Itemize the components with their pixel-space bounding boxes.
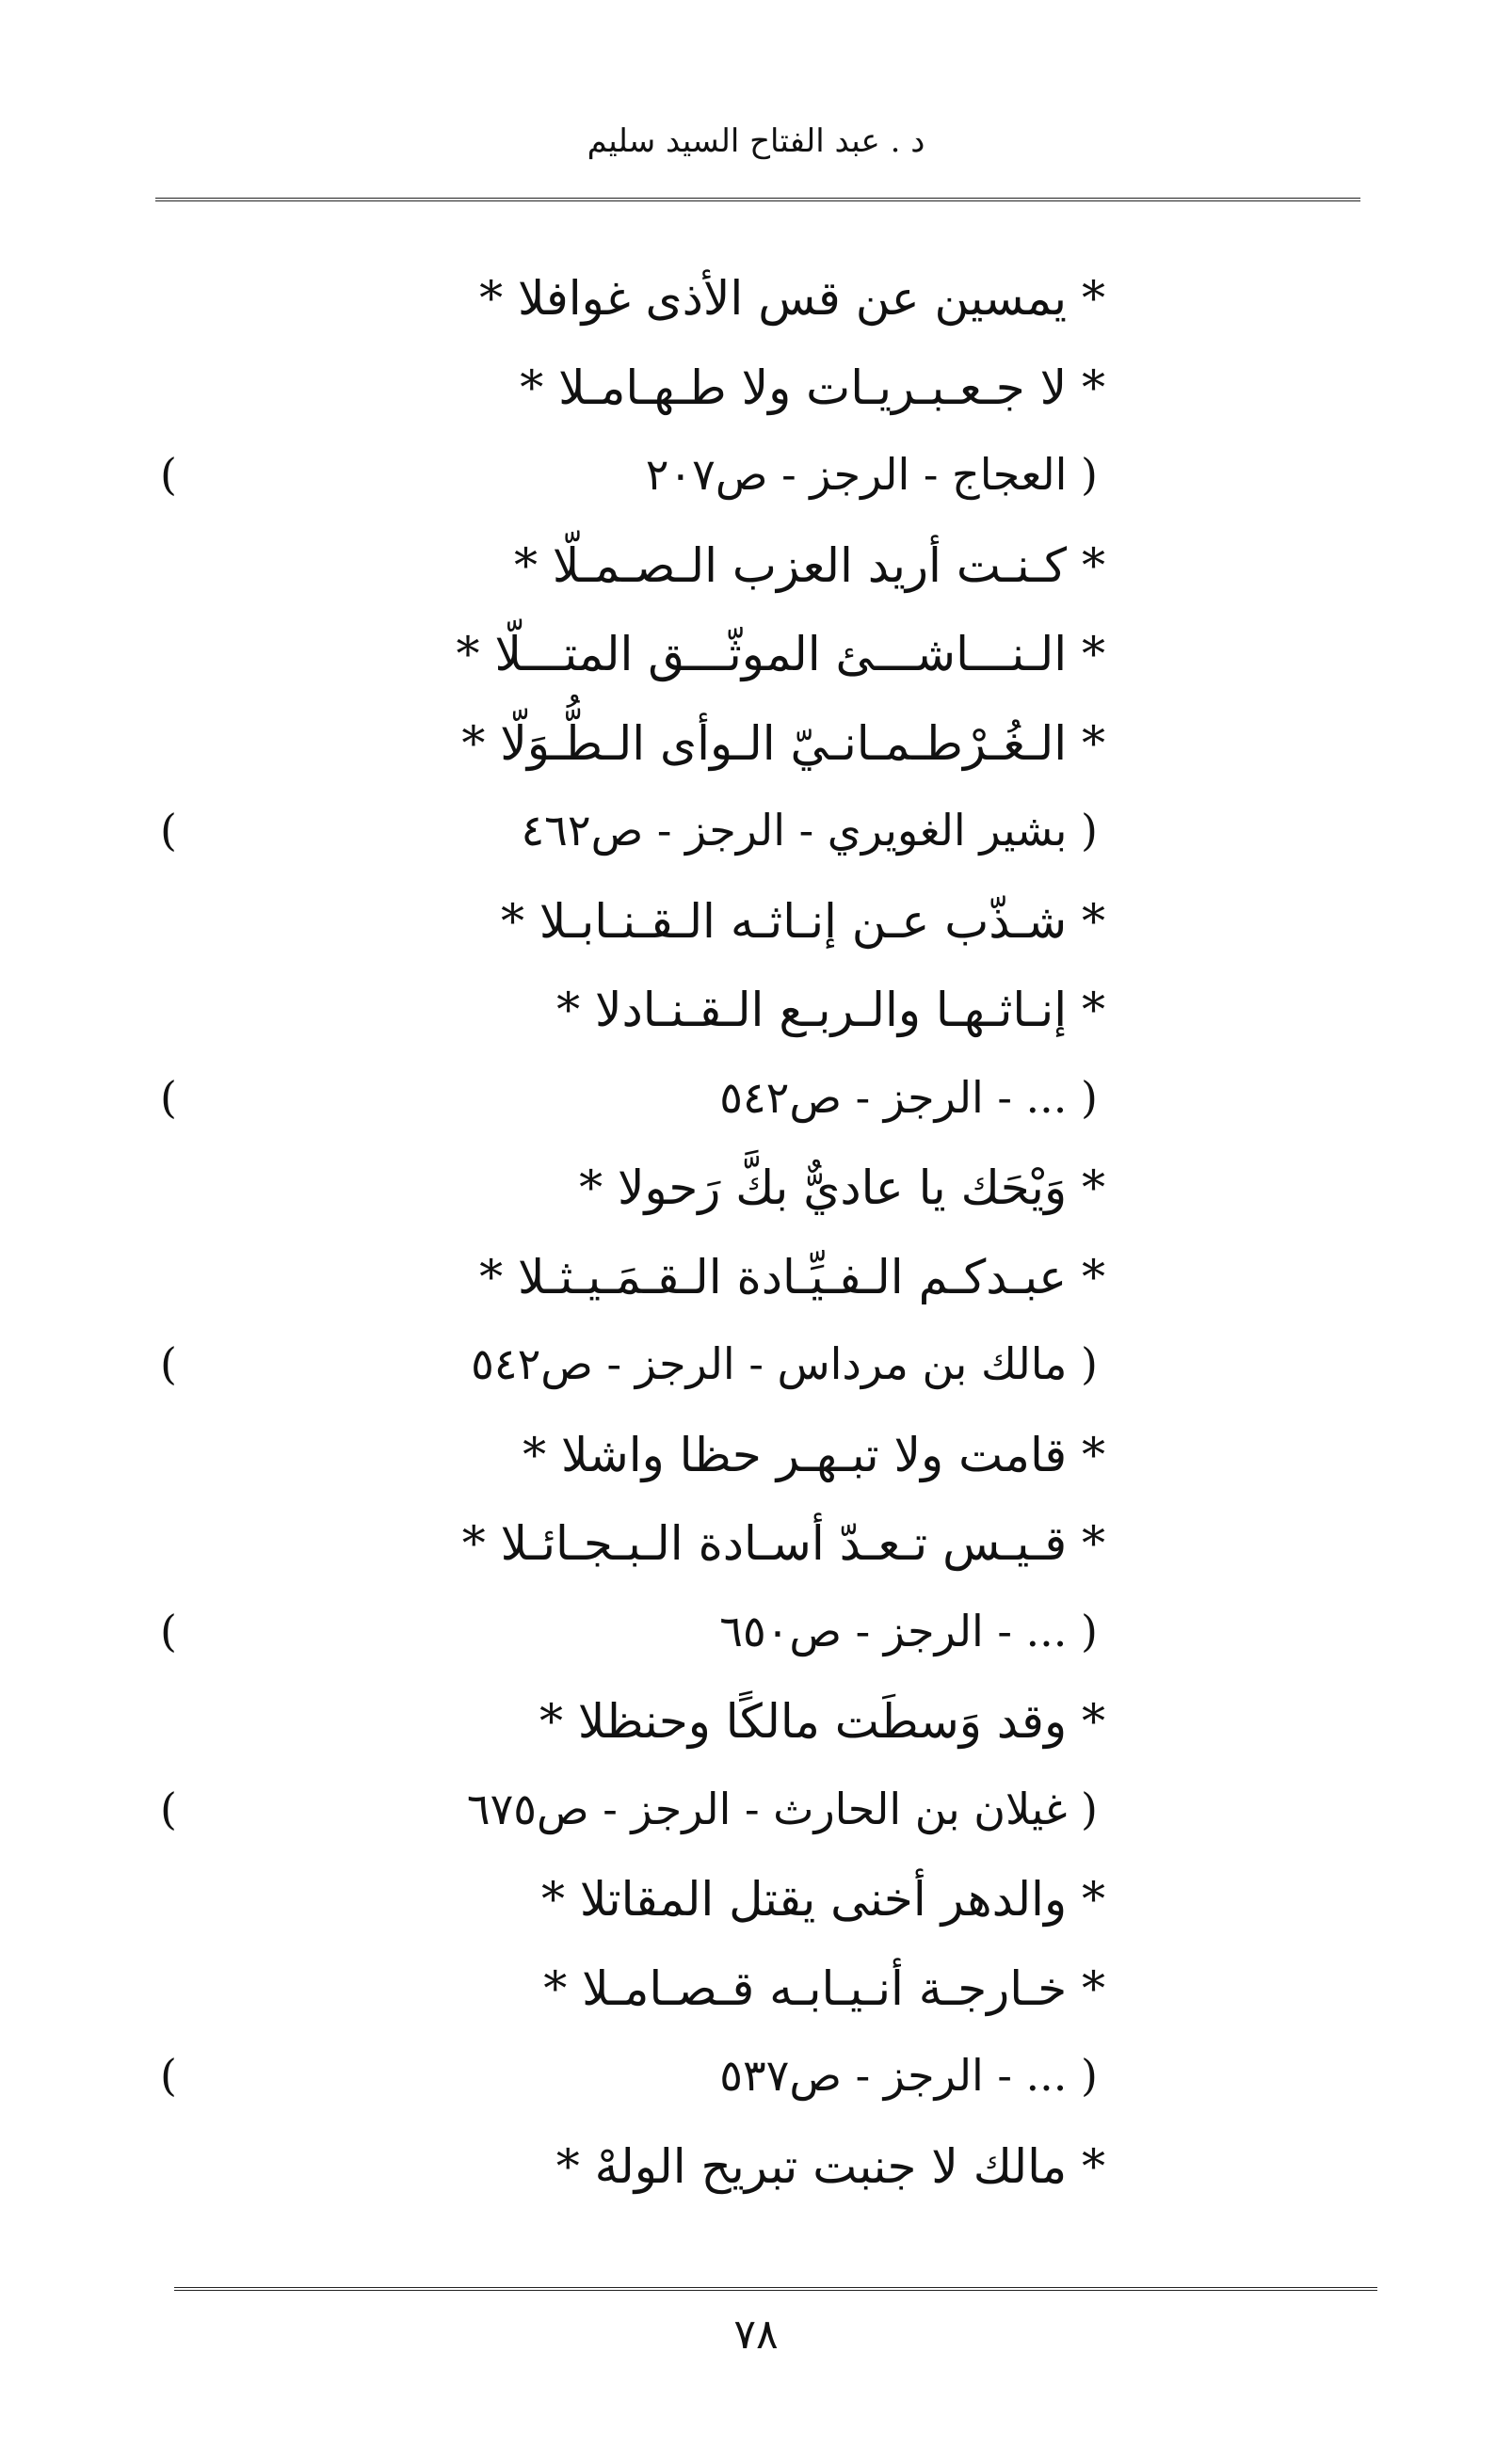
verse-line: * قـيـس تـعـدّ أسـادة الـبـجـائـلا * [461, 1516, 1105, 1571]
citation-text: ( بشير الغويري - الرجز - ص٤٦٢ [521, 805, 1098, 856]
footer-rule [174, 2287, 1377, 2291]
verse-line: * كـنـت أريد العزب الـصـمـلّا * [513, 538, 1105, 593]
verse-line: * شـذّب عـن إنـاثـه الـقـنـابـلا * [500, 894, 1105, 949]
citation-text: ( غيلان بن الحارث - الرجز - ص٦٧٥ [466, 1784, 1098, 1834]
citation-closing-paren: ) [160, 1072, 177, 1123]
verse-line: * لا جـعـبـريـات ولا طـهـامـلا * [520, 360, 1105, 415]
verse-line: * وَيْحَك يا عاديٌّ بكَّ رَحولا * [579, 1160, 1105, 1215]
citation-text: ( العجاج - الرجز - ص٢٠٧ [645, 449, 1098, 500]
citation-text: ( ... - الرجز - ص٥٣٧ [719, 2050, 1098, 2101]
running-header: د . عبد الفتاح السيد سليم [587, 122, 925, 160]
verse-line: * وقد وَسطَت مالكًا وحنظلا * [539, 1694, 1105, 1749]
verse-line: * عبـدكـم الـفـيِّـادة الـقـمَـيـثـلا * [479, 1250, 1105, 1304]
verse-line: * والدهر أخنى يقتل المقاتلا * [541, 1872, 1105, 1927]
citation-closing-paren: ) [160, 2050, 177, 2101]
verse-line: * إنـاثـهـا والـربـع الـقـنـادلا * [556, 983, 1105, 1037]
citation-closing-paren: ) [160, 1784, 177, 1834]
citation-text: ( ... - الرجز - ص٦٥٠ [719, 1606, 1098, 1656]
page-number: ٧٨ [733, 2311, 779, 2359]
verse-line: * مالك لا جنبت تبريح الولهْ * [555, 2139, 1105, 2194]
citation-closing-paren: ) [160, 1606, 177, 1656]
verse-line: * قامت ولا تبـهـر حظا واشلا * [523, 1428, 1105, 1482]
citation-text: ( مالك بن مرداس - الرجز - ص٥٤٢ [471, 1338, 1098, 1389]
citation-closing-paren: ) [160, 449, 177, 500]
verse-line: * الـنـــاشـــئ الموثّـــق المتـــلّا * [456, 627, 1105, 681]
verse-line: * الـغُـرْطـمـانـيّ الـوأى الـطُّـوَلّا * [461, 716, 1105, 771]
citation-closing-paren: ) [160, 805, 177, 856]
verse-line: * يمسين عن قس الأذى غوافلا * [479, 271, 1105, 326]
verse-line: * خـارجـة أنـيـابـه قـصـامـلا * [543, 1961, 1105, 2016]
citation-text: ( ... - الرجز - ص٥٤٢ [719, 1072, 1098, 1123]
citation-closing-paren: ) [160, 1338, 177, 1389]
